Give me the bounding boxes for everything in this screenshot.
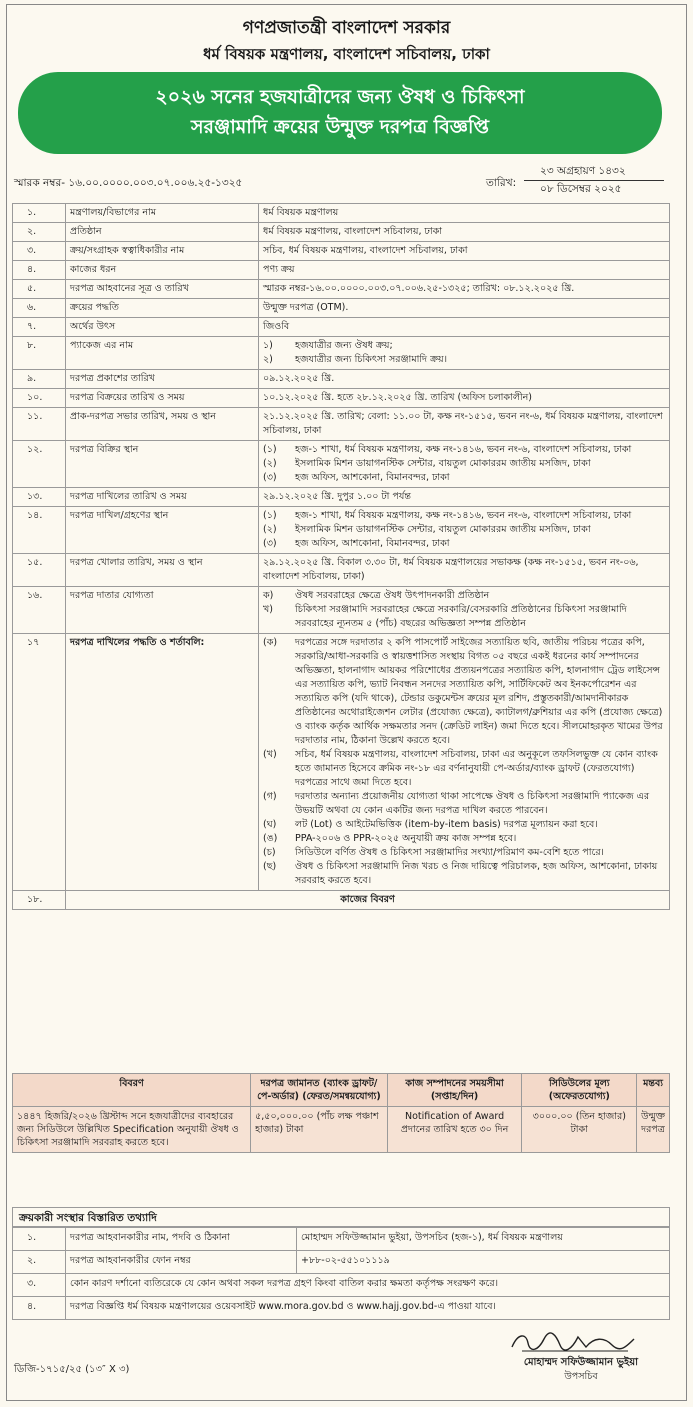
item-text: ঔষধ সরবরাহের ক্ষেত্রে ঔষধ উৎপাদনকারী প্রতিষ্ঠান [295, 590, 490, 601]
date-bangla: ২৩ অগ্রহায়ণ ১৪৩২ [524, 163, 664, 181]
row-serial: ৭. [13, 318, 66, 337]
ministry-title: ধর্ম বিষয়ক মন্ত্রণালয়, বাংলাদেশ সচিবালয়, ঢাকা [203, 45, 490, 63]
item-text: সচিব, ধর্ম বিষয়ক মন্ত্রণালয়, বাংলাদেশ সচিবালয়, ঢাকা এর অনুকূলে তফসিলভুক্ত যে কোন ব্যাংক হতে জামানত হিসেবে ক্রমিক নং-১৮ এর বর্ণনানুযায়ী পে-অর্ডার/ব্যাংক ড্রাফট (ফেরতযোগ্য) দরপত্রের সাথে জমা দিতে হবে। [295, 749, 658, 788]
row-value: ১০.১২.২০২৫ খ্রি. হতে ২৮.১২.২০২৫ খ্রি. তারিখ (অফিস চলাকালীন) [259, 389, 670, 408]
list-item [263, 832, 665, 846]
row-serial: ১৬. [13, 587, 66, 634]
item-text: PPA-২০০৬ ও PPR-২০২৫ অনুযায়ী ক্রয় কাজ সম্পন্ন হবে। [295, 833, 517, 844]
row-serial: ১. [13, 204, 66, 223]
table-row [13, 318, 670, 337]
row-serial: ১০. [13, 389, 66, 408]
list-item [263, 509, 665, 523]
list-item [263, 443, 665, 457]
info-serial: ১. [13, 1228, 66, 1251]
bill-cell: Notification of Award প্রদানের তারিখ হতে ৩০ দিন [387, 1107, 522, 1153]
item-text: লট (Lot) ও আইটেমভিত্তিক (item-by-item basis) দরপত্র মূল্যায়ন করা হবে। [295, 819, 598, 830]
item-text: চিকিৎসা সরঞ্জামাদি সরবরাহের ক্ষেত্রে সরকারি/বেসরকারি প্রতিষ্ঠানের চিকিৎসা সরঞ্জামাদি সরবরাহের ন্যূনতম ৫ (পাঁচ) বছরের অভিজ্ঞতা সম্পন্ন প্রতিষ্ঠান [295, 604, 627, 629]
row-value-list [259, 441, 670, 488]
info-serial: ৪. [13, 1297, 66, 1320]
row-serial: ৮. [13, 337, 66, 370]
item-marker: (১) [263, 510, 277, 521]
row-label: প্রাক-দরপত্র সভার তারিখ, সময় ও স্থান [66, 408, 259, 441]
banner-line-2: সরঞ্জামাদি ক্রয়ের উন্মুক্ত দরপত্র বিজ্ঞপ্তি [190, 116, 490, 138]
table-row [13, 488, 670, 507]
work-description-heading: কাজের বিবরণ [66, 891, 670, 910]
bill-header: দরপত্র জামানত (ব্যাংক ড্রাফট/পে-অর্ডার) (ফেরত/সমন্বয়যোগ্য) [251, 1074, 388, 1107]
item-marker: (৩) [263, 538, 277, 549]
row-value: উন্মুক্ত দরপত্র (OTM). [259, 299, 670, 318]
table-row [13, 370, 670, 389]
info-label: দরপত্র আহবানকারীর নাম, পদবি ও ঠিকানা [66, 1228, 297, 1251]
row-value: স্মারক নম্বর-১৬.০০.০০০০.০০৩.০৭.০০৬.২৫-১৩২৫; তারিখ: ০৮.১২.২০২৫ খ্রি. [259, 280, 670, 299]
item-text: হজ অফিস, আশকোনা, বিমানবন্দর, ঢাকা [295, 472, 450, 483]
list-item [263, 636, 665, 748]
row-label: দরপত্র দাখিলের পদ্ধতি ও শর্তাবলি: [66, 634, 259, 891]
row-value: ২৯.১২.২০২৫ খ্রি. বিকাল ৩.৩০ টা, ধর্ম বিষয়ক মন্ত্রণালয়ের সভাকক্ষ (কক্ষ নং-১৫১৫, ভবন নং-০৬, বাংলাদেশ সচিবালয়, ঢাকা) [259, 554, 670, 587]
info-text: কোন কারণ দর্শানো ব্যতিরেকে যে কোন অথবা সকল দরপত্র গ্রহণ কিংবা বাতিল করার ক্ষমতা কর্তৃপক্ষ সংরক্ষণ করে। [66, 1274, 670, 1297]
table-row [13, 587, 670, 634]
list-item [263, 471, 665, 485]
row-value: ০৯.১২.২০২৫ খ্রি. [259, 370, 670, 389]
row-value: জিওবি [259, 318, 670, 337]
item-text: ঔষধ ও চিকিৎসা সরঞ্জামাদি নিজ খরচ ও নিজ দায়িত্বে পরিচালক, হজ অফিস, আশকোনা, ঢাকায় সরবরাহ করতে হবে। [295, 861, 658, 886]
info-value: +৮৮-০২-৫৫১০১১১৯ [297, 1251, 670, 1274]
row-serial: ১৪. [13, 507, 66, 554]
item-text: ইসলামিক মিশন ডায়াগনস্টিক সেন্টার, বায়তুল মোকাররম জাতীয় মসজিদ, ঢাকা [295, 458, 591, 469]
row-value: ২১.১২.২০২৫ খ্রি. তারিখ; বেলা: ১১.০০ টা, কক্ষ নং-১৫১৫, ভবন নং-৬, ধর্ম বিষয়ক মন্ত্রণালয়, বাংলাদেশ সচিবালয়, ঢাকা [259, 408, 670, 441]
table-row [13, 280, 670, 299]
procuring-entity-title: ক্রয়কারী সংস্থার বিস্তারিত তথ্যাদি [12, 1207, 670, 1227]
row-serial: ৩. [13, 242, 66, 261]
item-text: হজ অফিস, আশকোনা, বিমানবন্দর, ঢাকা [295, 538, 450, 549]
list-item [263, 846, 665, 860]
info-text: দরপত্র বিজ্ঞপ্তি ধর্ম বিষয়ক মন্ত্রণালয়ের ওয়েবসাইট www.mora.gov.bd ও www.hajj.gov.bd-এ পাওয়া যাবে। [66, 1297, 670, 1320]
item-marker: (২) [263, 524, 277, 535]
work-description-table [12, 1073, 670, 1153]
table-row [13, 223, 670, 242]
row-value: সচিব, ধর্ম বিষয়ক মন্ত্রণালয়, বাংলাদেশ সচিবালয়, ঢাকা [259, 242, 670, 261]
item-marker: (ক) [263, 637, 278, 648]
bill-header: বিবরণ [13, 1074, 251, 1107]
row-label: দরপত্র বিক্রির স্থান [66, 441, 259, 488]
list-item [263, 523, 665, 537]
row-label: অর্থের উৎস [66, 318, 259, 337]
row-value-list [259, 507, 670, 554]
item-marker: ১) [263, 340, 273, 351]
row-serial: ৪. [13, 261, 66, 280]
tender-details-table [12, 203, 670, 910]
item-marker: ২) [263, 354, 273, 365]
row-label: দরপত্র দাখিলের তারিখ ও সময় [66, 488, 259, 507]
row-label: দরপত্র প্রকাশের তারিখ [66, 370, 259, 389]
bill-cell: ৫,৫০,০০০.০০ (পাঁচ লক্ষ পঞ্চাশ হাজার) টাকা [251, 1107, 388, 1153]
date-label: তারিখ: [486, 177, 517, 189]
row-serial: ১৭ [13, 634, 66, 891]
row-label: দরপত্র দাখিল/গ্রহণের স্থান [66, 507, 259, 554]
item-marker: (চ) [263, 847, 276, 858]
list-item [263, 860, 665, 888]
row-label: মন্ত্রণালয়/বিভাগের নাম [66, 204, 259, 223]
table-row [13, 1274, 670, 1297]
table-row [13, 441, 670, 488]
list-item [263, 353, 665, 367]
info-serial: ৩. [13, 1274, 66, 1297]
list-item [263, 457, 665, 471]
table-row [13, 634, 670, 891]
date-box [524, 163, 664, 198]
bill-cell: উন্মুক্ত দরপত্র [637, 1107, 670, 1153]
row-label: ক্রয়ের পদ্ধতি [66, 299, 259, 318]
row-label: দরপত্র বিক্রয়ের তারিখ ও সময় [66, 389, 259, 408]
table-row [13, 299, 670, 318]
row-serial: ১৫. [13, 554, 66, 587]
title-banner [18, 72, 662, 154]
row-serial: ১২. [13, 441, 66, 488]
table-row [13, 1297, 670, 1320]
bill-header: সিডিউলের মূল্য (অফেরতযোগ্য) [522, 1074, 637, 1107]
table-row [13, 261, 670, 280]
row-serial: ১৮. [13, 891, 66, 910]
banner-line-1: ২০২৬ সনের হজযাত্রীদের জন্য ঔষধ ও চিকিৎসা [155, 86, 525, 108]
list-item [263, 790, 665, 818]
row-label: প্যাকেজ এর নাম [66, 337, 259, 370]
bill-header: কাজ সম্পাদনের সময়সীমা (সপ্তাহ/দিন) [387, 1074, 522, 1107]
row-value-list [259, 337, 670, 370]
table-row [13, 204, 670, 223]
list-item [263, 589, 665, 603]
row-value: ধর্ম বিষয়ক মন্ত্রণালয়, বাংলাদেশ সচিবালয়, ঢাকা [259, 223, 670, 242]
item-marker: (ঘ) [263, 819, 277, 830]
row-value: ২৯.১২.২০২৫ খ্রি. দুপুর ১.০০ টা পর্যন্ত [259, 488, 670, 507]
info-value: মোহাম্মদ সফিউজ্জামান ভুইয়া, উপসচিব (হজ-১), ধর্ম বিষয়ক মন্ত্রণালয় [297, 1228, 670, 1251]
info-serial: ২. [13, 1251, 66, 1274]
table-row [13, 1107, 670, 1153]
date-english: ০৮ ডিসেম্বর ২০২৫ [540, 183, 622, 195]
row-label: কাজের ধরন [66, 261, 259, 280]
list-item [263, 818, 665, 832]
row-serial: ৬. [13, 299, 66, 318]
bill-cell: ১৪৪৭ হিজরি/২০২৬ খ্রিস্টাব্দ সনে হজযাত্রীদের ব্যবহারের জন্য সিডিউলে উল্লিখিত Specification অনুযায়ী ঔষধ ও চিকিৎসা সরঞ্জামাদি সরবরাহ করতে হবে। [13, 1107, 251, 1153]
row-label: ক্রয়/সংগ্রাহক স্বত্বাধিকারীর নাম [66, 242, 259, 261]
government-title: গণপ্রজাতন্ত্রী বাংলাদেশ সরকার [242, 18, 451, 38]
row-value-list [259, 634, 670, 891]
row-serial: ৯. [13, 370, 66, 389]
list-item [263, 537, 665, 551]
row-value: পণ্য ক্রয় [259, 261, 670, 280]
table-row [13, 1251, 670, 1274]
item-marker: খ) [263, 604, 273, 615]
table-row [13, 554, 670, 587]
table-row [13, 507, 670, 554]
item-marker: (ঙ) [263, 833, 278, 844]
table-row [13, 891, 670, 910]
item-text: দরপত্রের সঙ্গে দরদাতার ২ কপি পাসপোর্ট সাইজের সত্যায়িত ছবি, জাতীয় পরিচয় পত্রের কপি, সরকারি/আধা-সরকারি ও স্বায়ত্তশাসিত সংস্থায় বিগত ০৫ বছরে একই ধরনের কার্য সম্পাদনের অভিজ্ঞতা, হালনাগাদ আয়কর পরিশোধের প্রত্যয়নপত্রের সত্যায়িত কপি, হালনাগাদ ট্রেড লাইসেন্স এর সত্যায়িত কপি, ভ্যাট নিবন্ধন সনদের সত্যায়িত কপি, সার্টিফিকেট অব ইনকর্পোরেশন এর সত্যায়িত কপি (যদি থাকে), টেন্ডার ডকুমেন্টস ক্রয়ের মূল রশিদ, প্রস্তুতকারী/আমদানীকারক প্রতিষ্ঠানের অথোরাইজেশন লেটার (প্রযোজ্য ক্ষেত্রে), ক্যাটালগ/ব্রুশিয়ার এর কপি (প্রযোজ্য ক্ষেত্রে) ও ব্যাংক কর্তৃক আর্থিক সক্ষমতার সনদ (ক্রেডিট লাইন) জমা দিতে হবে। সীলমোহরকৃত খামের উপর দরদাতার নাম, ঠিকানা উল্লেখ করতে হবে। [295, 637, 663, 746]
item-marker: (৩) [263, 472, 277, 483]
list-item [263, 748, 665, 790]
row-serial: ১৩. [13, 488, 66, 507]
row-serial: ২. [13, 223, 66, 242]
table-row [13, 1228, 670, 1251]
row-label: দরপত্র আহবানের সূত্র ও তারিখ [66, 280, 259, 299]
row-value: ধর্ম বিষয়ক মন্ত্রণালয় [259, 204, 670, 223]
signatory-title: উপসচিব [564, 1371, 598, 1382]
row-label: প্রতিষ্ঠান [66, 223, 259, 242]
item-text: সিডিউলে বর্ণিত ঔষধ ও চিকিৎসা সরঞ্জামাদির সংখ্যা/পরিমাণ কম-বেশি হতে পারে। [295, 847, 604, 858]
item-text: ইসলামিক মিশন ডায়াগনস্টিক সেন্টার, বায়তুল মোকাররম জাতীয় মসজিদ, ঢাকা [295, 524, 591, 535]
signature-image [508, 1329, 638, 1355]
item-marker: (ছ) [263, 861, 277, 872]
item-marker: (খ) [263, 749, 277, 760]
memo-number: স্মারক নম্বর- ১৬.০০.০০০০.০০৩.০৭.০০৬.২৫-১৩২৫ [14, 177, 243, 189]
table-row [13, 242, 670, 261]
row-label: দরপত্র দাতার যোগ্যতা [66, 587, 259, 634]
item-text: দরদাতার অন্যান্য প্রয়োজনীয় যোগ্যতা থাকা সাপেক্ষে ঔষধ ও চিকিৎসা সরঞ্জামাদি প্যাকেজ এর উভয়টি অথবা যে কোন একটির জন্য দরপত্র দাখিল করতে পারবেন। [295, 791, 650, 816]
procuring-entity-table [12, 1227, 670, 1320]
print-code: ডিজি-১৭১৫/২৫ (১৩″ X ৩) [14, 1364, 130, 1375]
bill-header: মন্তব্য [637, 1074, 670, 1107]
table-row [13, 389, 670, 408]
item-marker: (২) [263, 458, 277, 469]
item-text: হজ-১ শাখা, ধর্ম বিষয়ক মন্ত্রণালয়, কক্ষ নং-১৪১৬, ভবন নং-৬, বাংলাদেশ সচিবালয়, ঢাকা [295, 444, 632, 455]
info-label: দরপত্র আহবানকারীর ফোন নম্বর [66, 1251, 297, 1274]
table-row [13, 337, 670, 370]
row-value-list [259, 587, 670, 634]
item-marker: (গ) [263, 791, 277, 802]
row-serial: ১১. [13, 408, 66, 441]
item-text: হজযাত্রীর জন্য ঔষধ ক্রয়; [295, 340, 393, 351]
list-item [263, 339, 665, 353]
row-label: দরপত্র খোলার তারিখ, সময় ও স্থান [66, 554, 259, 587]
bill-cell: ৩০০০.০০ (তিন হাজার) টাকা [522, 1107, 637, 1153]
signatory-name: মোহাম্মদ সফিউজ্জামান ভুইয়া [523, 1357, 639, 1368]
item-text: হজ-১ শাখা, ধর্ম বিষয়ক মন্ত্রণালয়, কক্ষ নং-১৪১৬, ভবন নং-৬, বাংলাদেশ সচিবালয়, ঢাকা [295, 510, 632, 521]
item-marker: (১) [263, 444, 277, 455]
row-serial: ৫. [13, 280, 66, 299]
table-row [13, 408, 670, 441]
item-text: হজযাত্রীর জন্য চিকিৎসা সরঞ্জামাদি ক্রয়। [295, 354, 448, 365]
item-marker: ক) [263, 590, 274, 601]
list-item [263, 603, 665, 631]
